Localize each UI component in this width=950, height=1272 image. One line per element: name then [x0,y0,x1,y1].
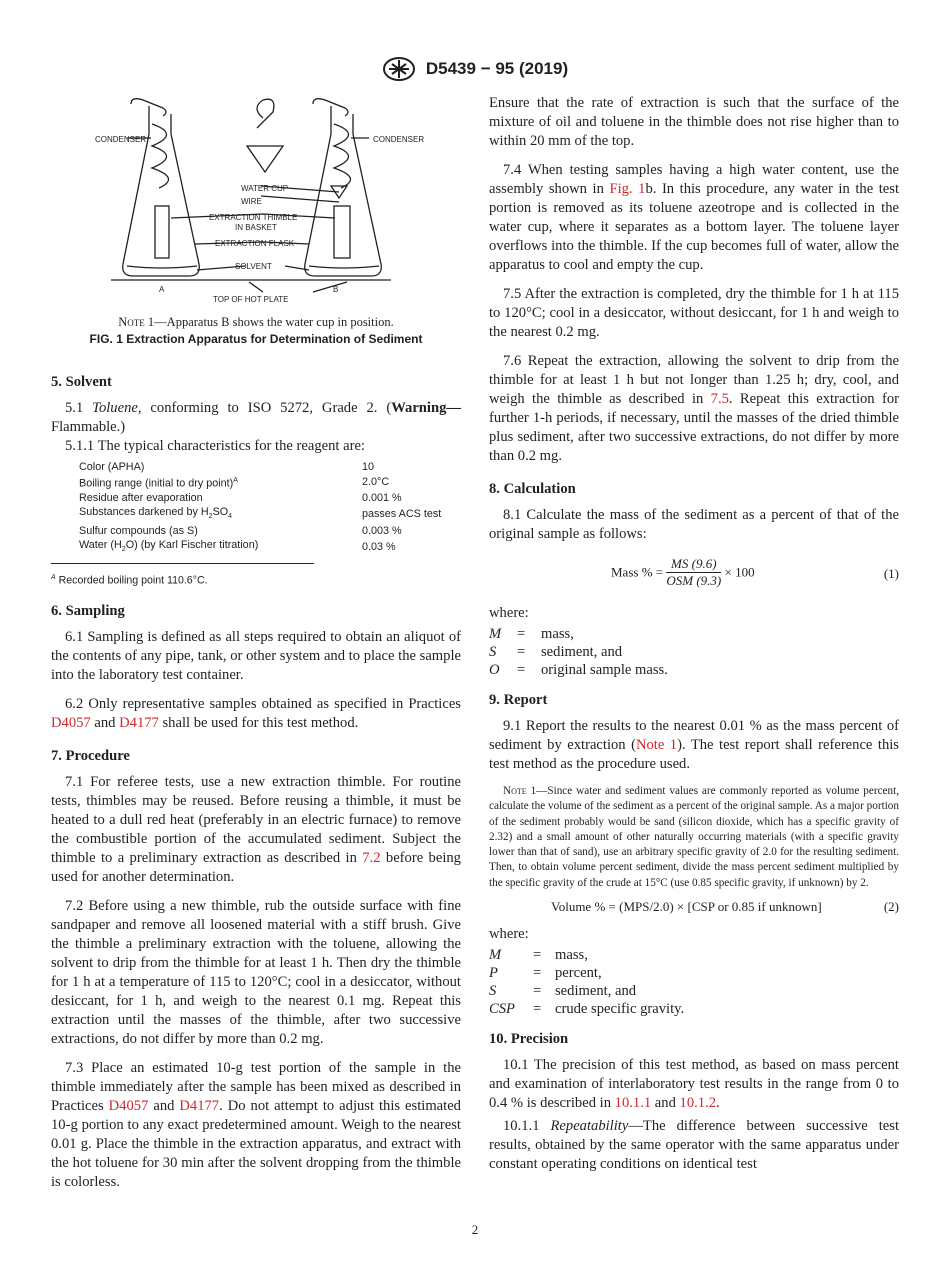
label-hot-plate: TOP OF HOT PLATE [213,295,289,304]
section-7-heading: 7. Procedure [51,748,130,765]
label-thimble-2: IN BASKET [235,223,277,232]
para-6-1: 6.1 Sampling is defined as all steps required to obtain an aliquot of the contents of any pipe, tank, or other system and to place the sample into the laboratory test container. [51,629,461,684]
figure-note: Note 1—Apparatus B shows the water cup in position. [118,315,394,329]
label-a: A [159,285,165,294]
table-row: CSP = crude specific gravity. [489,1001,685,1018]
where-label-2: where: [489,926,529,943]
table-row: Color (APHA) 10 [79,461,375,473]
para-9-1: 9.1 Report the results to the nearest 0.01 % as the mass percent of sediment by extraction (Note 1). The test report shall reference this test method as the procedure used. [489,718,899,772]
table-row: M = mass, [489,947,588,964]
label-condenser-left: CONDENSER [95,135,147,144]
figure-1 [51,94,461,314]
equation-1-number: (1) [883,566,899,581]
label-thimble-1: EXTRACTION THIMBLE [209,213,298,222]
page-number: 2 [471,1222,479,1237]
table-row: S = sediment, and [489,983,637,1000]
link-note-1[interactable]: Note 1 [635,737,678,753]
figure-title: FIG. 1 Extraction Apparatus for Determination of Sediment [89,332,423,346]
table-footnote: $^A$ Recorded boiling point 110.6°C. [51,573,208,587]
section-5-heading: 5. Solvent [51,374,112,390]
label-b: B [333,285,339,294]
link-d4177[interactable]: D4177 [119,715,159,732]
para-7-2: 7.2 Before using a new thimble, rub the outside surface with fine sandpaper and remove all loosened material with a stiff brush. Give the thimble a preliminary extraction with the toluene, allowing the solvent to drip from the thimble for at least 1 h. Then dry the thimble for 1 h at a temperature of 115 to 120°C; cool in a desiccator, without desiccant, for 1 h, and weigh to the nearest 0.1 mg. Repeat this extraction until the masses of the thimble, after two successive extractions, do not differ by more than 0.2 mg. [51,898,461,1048]
table-rule [51,563,314,564]
para-7-1: 7.1 For referee tests, use a new extraction thimble. For routine tests, thimbles may be reused. Before reusing a thimble, it must be heated to a dull red heat (preferably in an electric furnace) to remove the combustible portion of the accumulated sediment. Subject the thimble to a preliminary extraction as described in 7.2 before being used for another determination. [51,774,461,886]
para-7-3-continued: Ensure that the rate of extraction is such that the surface of the mixture of oil and toluene in the thimble does not rise higher than to within 20 mm of the top. [489,95,899,149]
note-1: Note 1—Since water and sediment values are commonly reported as volume percent, calculate the volume of the sediment as a percent of the original sample. As a major portion of the sediment probably would be sand (silicon dioxide, which has a specific gravity of 2.32) and a small amount of other naturally occurring materials (with a specific gravity lower than that of sand), use an arbitrary specific gravity of 2.0 for the resulting sediment. Then, to obtain volume percent sediment, divide the mass percent sediment multiplied by the specific gravity of the crude at 15°C (use 0.85 specific gravity, if unknown) by 2. [489,785,899,889]
para-5-1: 5.1 Toluene, conforming to ISO 5272, Grade 2. (Warning—Flammable.) [51,400,461,435]
table-row: Boiling range (initial to dry point)$^A$ 2.0°C [79,476,390,490]
equation-2-number: (2) [883,899,899,915]
para-10-1-1: 10.1.1 Repeatability—The difference between successive test results, obtained by the same operator with the same apparatus under constant operating conditions on identical test [489,1118,899,1173]
definitions-2 [489,946,684,1018]
para-7-5: 7.5 After the extraction is completed, dry the thimble for 1 h at 115 to 120°C; cool in a desiccator, without desiccant, for 1 h and weigh to the nearest 0.2 mg. [489,286,899,340]
table-row: P = percent, [489,965,602,982]
label-flask: EXTRACTION FLASK [215,239,295,248]
para-5-1-1: 5.1.1 The typical characteristics for the reagent are: [65,438,365,454]
para-8-1: 8.1 Calculate the mass of the sediment as a percent of that of the original sample as follows: [489,507,899,542]
section-6-heading: 6. Sampling [51,603,125,620]
table-row: O = original sample mass. [489,662,668,678]
table-row: Residue after evaporation 0.001 % [79,491,402,504]
link-d4057-2[interactable]: D4057 [108,1098,149,1115]
para-7-6: 7.6 Repeat the extraction, allowing the solvent to drip from the thimble for at least 1 h but not longer than 1.25 h; dry, cool, and weigh the thimble as described in 7.5. Repeat this extraction for further 1-h periods, if necessary, until the masses of the dried thimble plus sediment, after two successive extractions, do not differ by more than 0.2 mg. [489,353,899,464]
reagent-properties-table [79,460,441,557]
extraction-apparatus-drawing [51,94,461,314]
para-6-2: 6.2 Only representative samples obtained as specified in Practices D4057 and D4177 shall be used for this test method. [51,696,461,732]
label-wire: WIRE [241,197,262,206]
para-7-4: 7.4 When testing samples having a high water content, use the assembly shown in Fig. 1b. In this procedure, any water in the test portion is removed as its toluene azeotrope and is collected in the water cup, where it separates as a bottom layer. The toluene layer overflows into the thimble. If the cup becomes full of water, allow the apparatus to cool and empty the cup. [489,162,899,273]
designation: D5439 − 95 (2019) [425,59,569,78]
page-header [0,56,950,82]
link-fig-1[interactable]: Fig. 1 [609,181,646,197]
section-10-heading: 10. Precision [489,1031,569,1048]
para-10-1: 10.1 The precision of this test method, as based on mass percent and examination of interlaboratory test results in the range from 0 to 0.4 % is described in 10.1.1 and 10.1.2. [489,1057,899,1112]
equation-2: Volume % = (MPS/2.0) × [CSP or 0.85 if unknown] (2) [551,899,899,915]
table-row: M = mass, [489,626,574,642]
section-8-heading: 8. Calculation [489,481,576,497]
definitions-1 [489,625,668,679]
table-row: S = sediment, and [489,644,623,660]
equation-1: Mass % = $\frac{MS (9.6)}{\text{OSM (9.3)}}$ × 100 (1) [611,556,899,588]
link-10-1-2[interactable]: 10.1.2 [679,1095,716,1112]
link-10-1-1[interactable]: 10.1.1 [614,1095,652,1112]
label-water-cup: WATER CUP [241,184,289,193]
link-7-5[interactable]: 7.5 [710,391,729,407]
right-column [489,94,899,1174]
table-row: Water $(H_2O)$ (by Karl Fischer titration) 0.03 % [79,538,396,554]
table-row: Sulfur compounds (as S) 0.003 % [79,524,402,537]
para-7-3: 7.3 Place an estimated 10-g test portion of the sample in the thimble immediately after the sample has been mixed as described in Practices D4057 and D4177. Do not attempt to adjust this estimated 10-g portion to any exact predetermined amount. Weigh to the nearest 0.01 g. Place the thimble in the extraction apparatus, and extract with the hot toluene for 30 min after the solvent dropping from the thimble is colorless. [51,1060,461,1191]
section-9-heading: 9. Report [489,692,548,708]
label-solvent: SOLVENT [235,262,272,271]
left-column [51,94,461,1192]
link-d4057[interactable]: D4057 [51,715,91,732]
table-row: Substances darkened by $H_2SO_4$ passes ACS test [79,505,442,521]
link-7-2[interactable]: 7.2 [362,850,381,867]
astm-logo-icon [382,56,416,82]
where-label-1: where: [489,605,529,621]
link-d4177-2[interactable]: D4177 [179,1098,220,1115]
label-condenser-right: CONDENSER [373,135,425,144]
